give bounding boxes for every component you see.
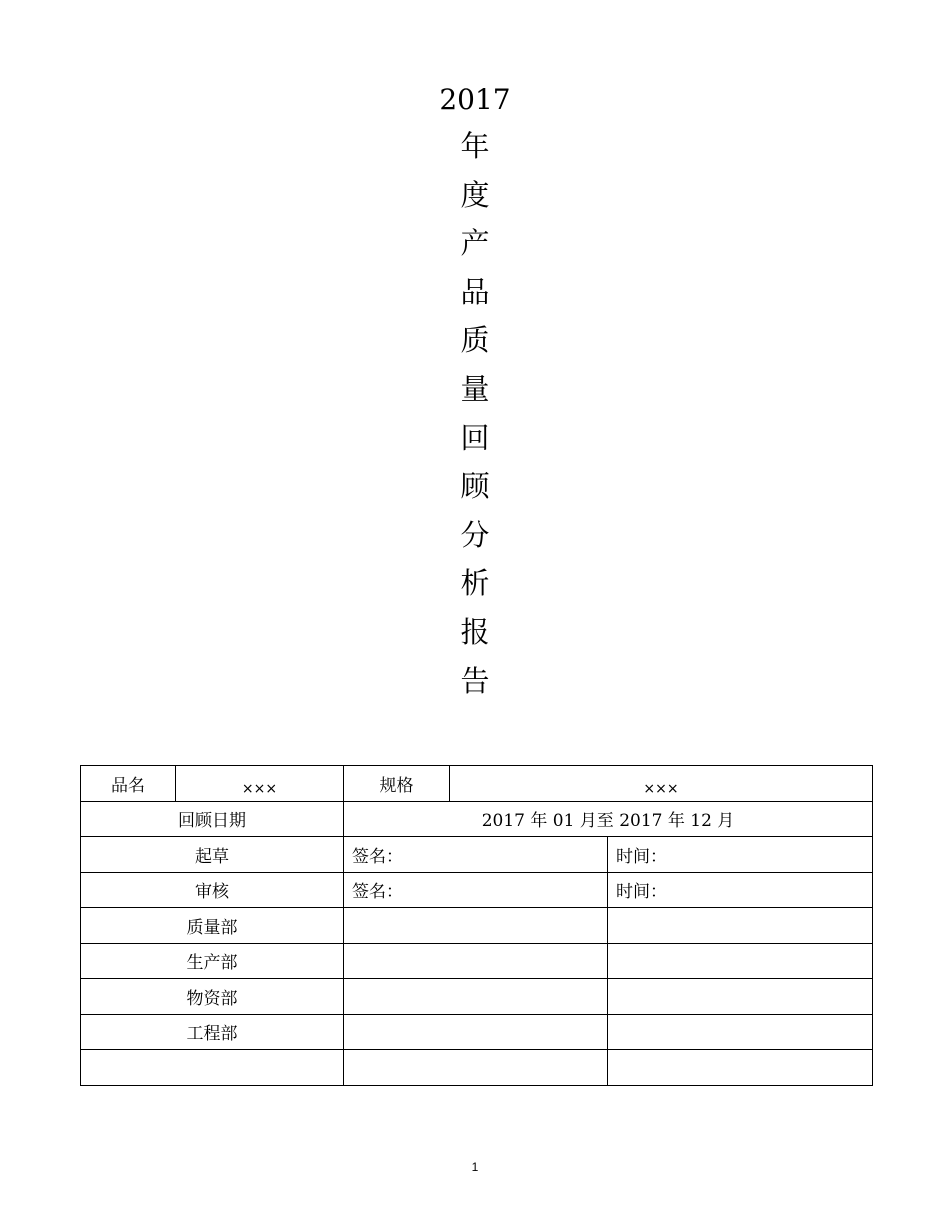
signature-cell [344, 1014, 608, 1050]
signature-cell [344, 943, 608, 979]
time-cell [608, 1050, 873, 1086]
time-cell [608, 1014, 873, 1050]
signature-cell [344, 1050, 608, 1086]
row-label: 物资部 [81, 979, 344, 1015]
title-char: 质 [460, 323, 490, 358]
title-char: 报 [460, 614, 490, 649]
review-date-label: 回顾日期 [81, 801, 344, 837]
table-row [81, 872, 873, 908]
table-row [81, 1014, 873, 1050]
review-info-table [80, 765, 873, 1086]
row-label: 工程部 [81, 1014, 344, 1050]
row-label: 审核 [81, 872, 344, 908]
signature-cell: 签名： [344, 872, 608, 908]
signature-cell [344, 979, 608, 1015]
title-char: 告 [460, 663, 490, 698]
signature-cell: 签名： [344, 837, 608, 873]
title-char: 回 [460, 420, 490, 455]
time-cell: 时间： [608, 837, 873, 873]
table-row [81, 943, 873, 979]
row-label: 质量部 [81, 908, 344, 944]
table-row [81, 801, 873, 837]
title-char: 产 [460, 226, 490, 261]
signature-cell [344, 908, 608, 944]
time-cell: 时间： [608, 872, 873, 908]
title-char: 量 [460, 371, 490, 406]
title-year: 2017 [439, 83, 511, 116]
title-char: 分 [460, 517, 490, 552]
time-cell [608, 943, 873, 979]
product-name-value [176, 766, 344, 802]
table-row [81, 837, 873, 873]
row-label: 生产部 [81, 943, 344, 979]
product-name-label: 品名 [81, 766, 176, 802]
title-char: 析 [460, 566, 490, 601]
table-row [81, 979, 873, 1015]
product-name-text: ××× [241, 781, 278, 798]
time-cell [608, 979, 873, 1015]
title-text [375, 122, 575, 705]
review-date-value: 2017 年 01 月至 2017 年 12 月 [344, 801, 873, 837]
table-row [81, 766, 873, 802]
title-char: 品 [460, 274, 490, 309]
row-label [81, 1050, 344, 1086]
title-char: 年 [460, 129, 490, 163]
title-char: 顾 [460, 469, 490, 504]
spec-value [450, 766, 873, 802]
page-number: 1 [471, 1160, 479, 1174]
document-title [375, 78, 575, 705]
table-row [81, 1050, 873, 1086]
time-cell [608, 908, 873, 944]
spec-text: ××× [643, 781, 679, 798]
spec-label: 规格 [344, 766, 450, 802]
row-label: 起草 [81, 837, 344, 873]
title-char: 度 [460, 177, 490, 212]
table-row [81, 908, 873, 944]
